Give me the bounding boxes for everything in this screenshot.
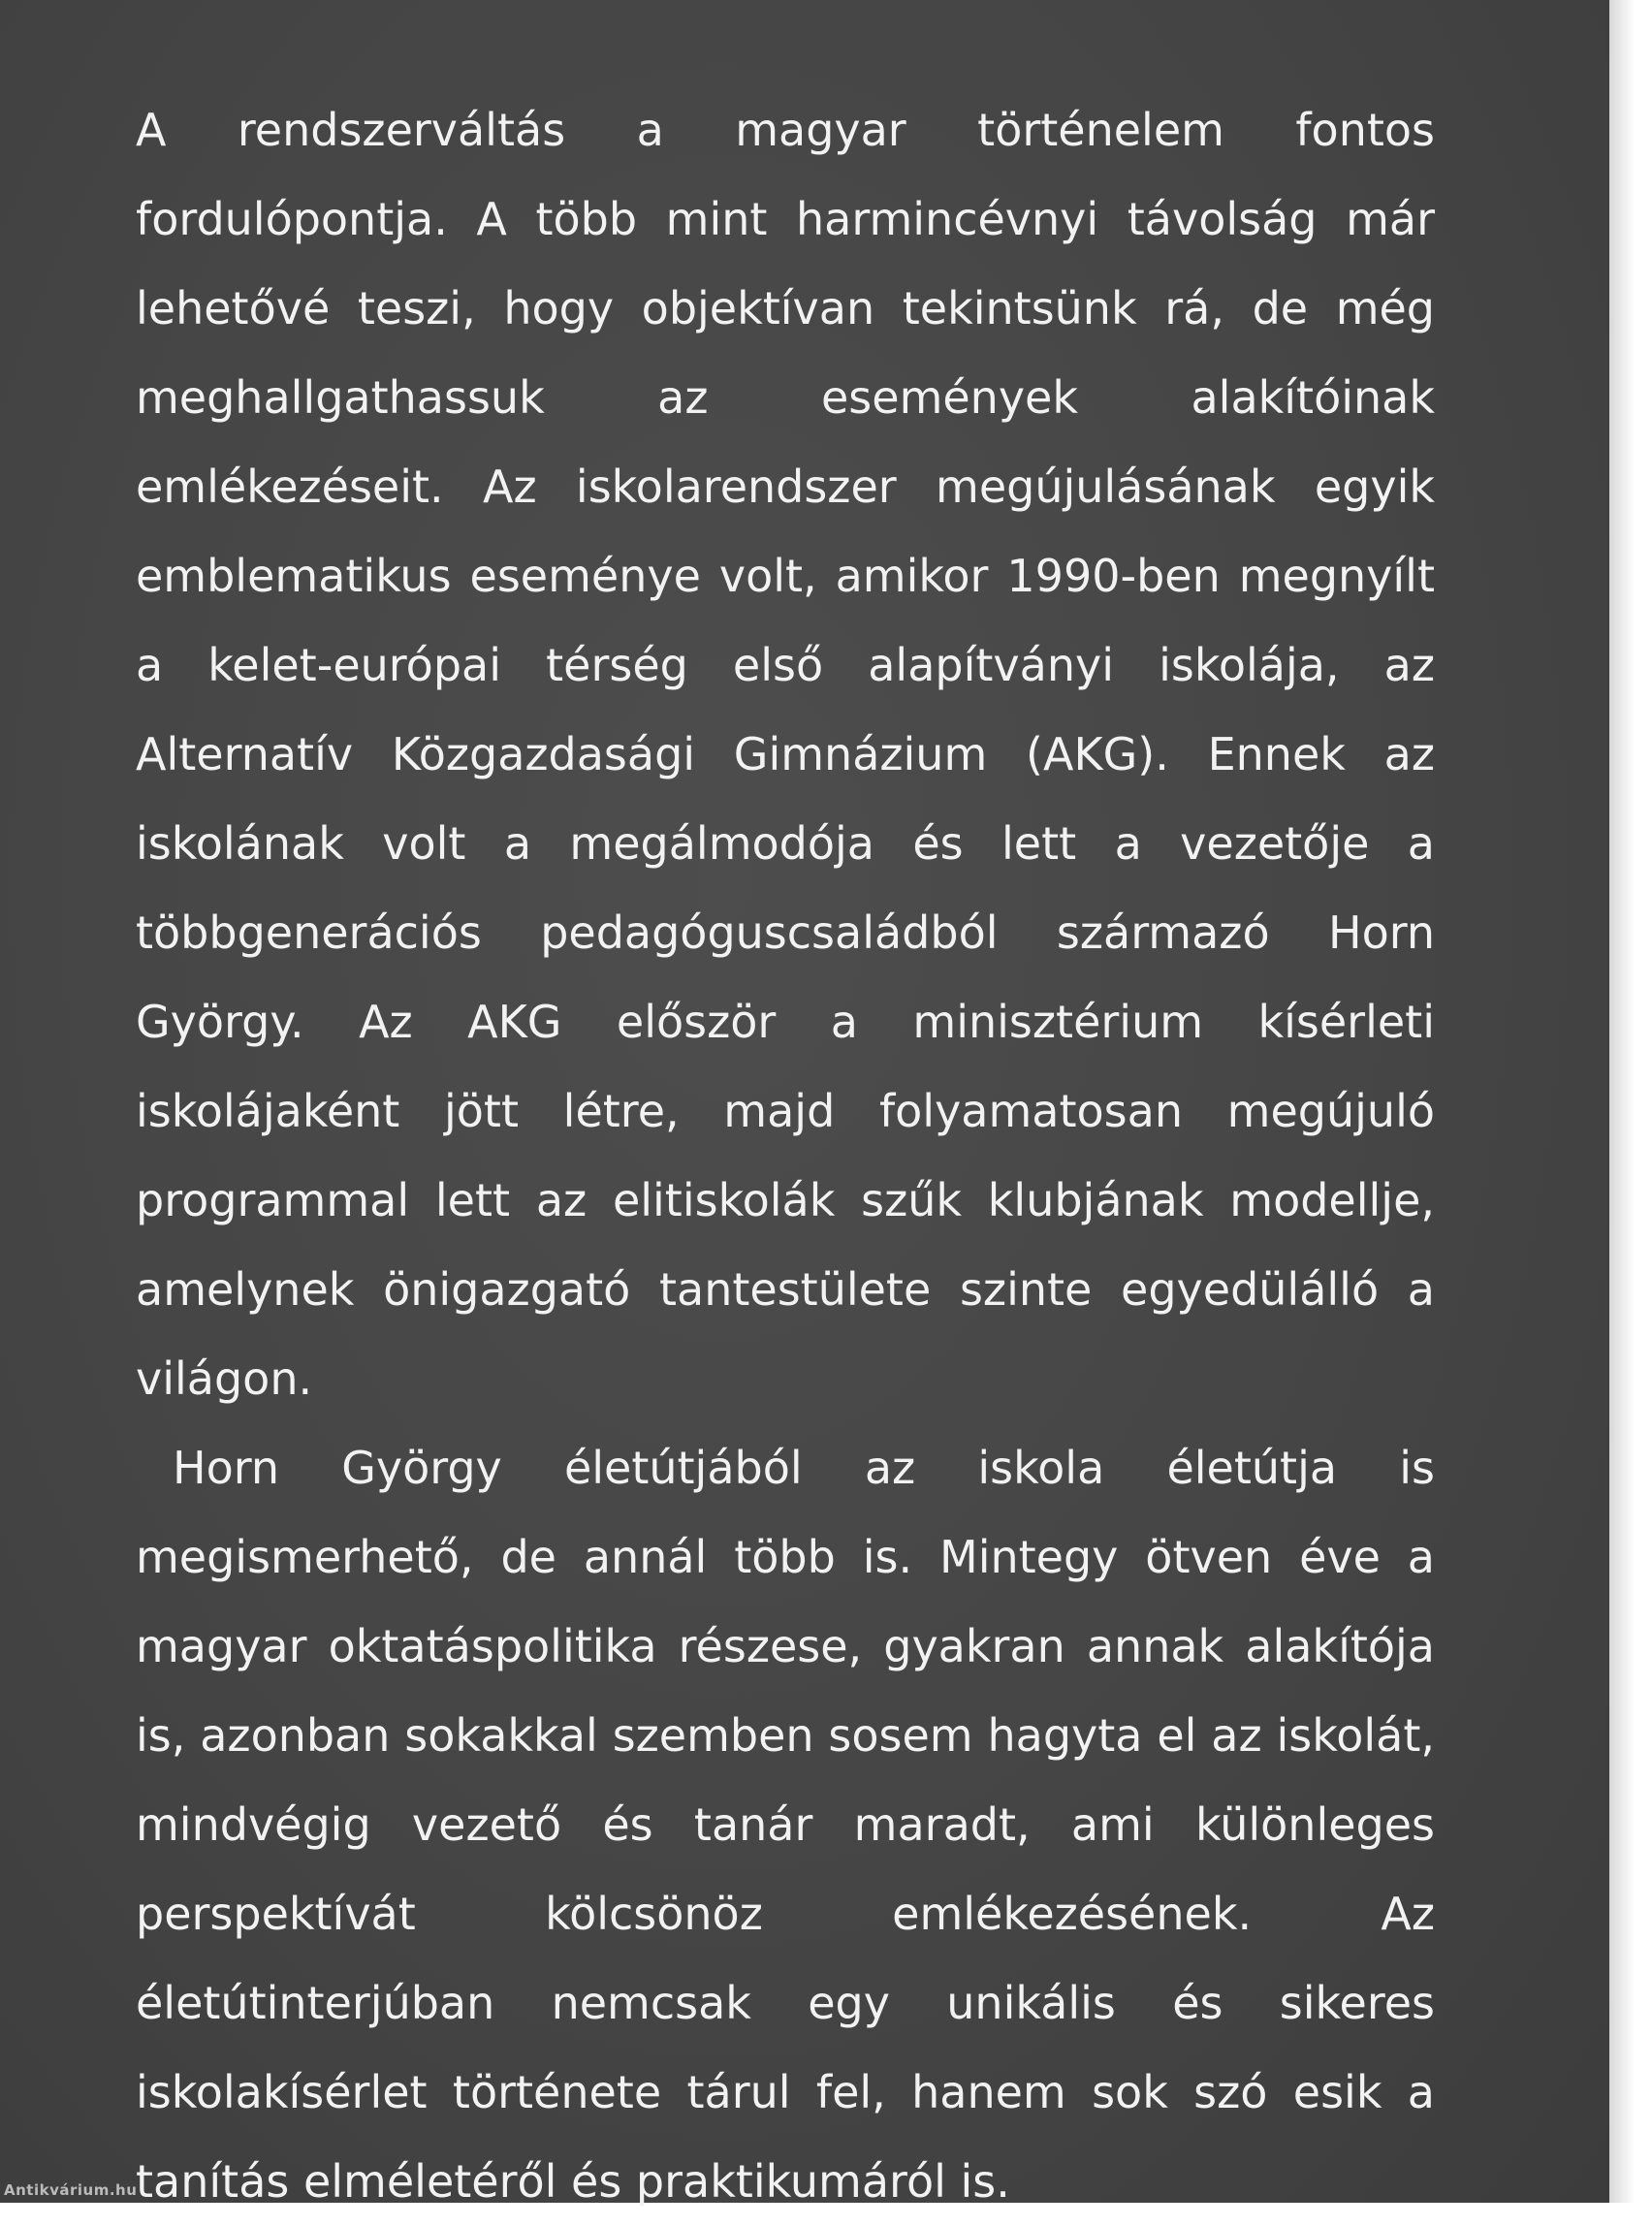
page-edge bbox=[1609, 0, 1652, 2203]
blurb-text bbox=[136, 85, 1435, 2226]
blurb-paragraph-1: A rendszerváltás a magyar történelem fontos fordulópontja. A több mint harmincévnyi távolság már lehetővé teszi, hogy objektívan tekintsünk rá, de még meghallgathassuk az események alakítóinak emlékezéseit. Az iskolarendszer megújulásának egyik emblematikus eseménye volt, amikor 1990-ben megnyílt a kelet-európai térség első alapítványi iskolája, az Alternatív Közgazdasági Gimnázium (AKG). Ennek az iskolának volt a megálmodója és lett a vezetője a többgenerációs pedagóguscsaládból származó Horn György. Az AKG először a minisztérium kísérleti iskolájaként jött létre, majd folyamatosan megújuló programmal lett az elitiskolák szűk klubjának modellje, amelynek önigazgató tantestülete szinte egyedülálló a világon. bbox=[136, 104, 1435, 1405]
watermark: Antikvárium.hu bbox=[4, 2181, 138, 2199]
blurb-paragraph-2: Horn György életútjából az iskola életútja is megismerhető, de annál több is. Mintegy ötven éve a magyar oktatáspolitika részese, gyakran annak alakítója is, azonban sokakkal szemben sosem hagyta el az iskolát, mindvégig vezető és tanár maradt, ami különleges perspektívát kölcsönöz emlékezésének. Az életútinterjúban nemcsak egy unikális és sikeres iskolakísérlet története tárul fel, hanem sok szó esik a tanítás elméletéről és praktikumáról is. bbox=[136, 1442, 1435, 2208]
